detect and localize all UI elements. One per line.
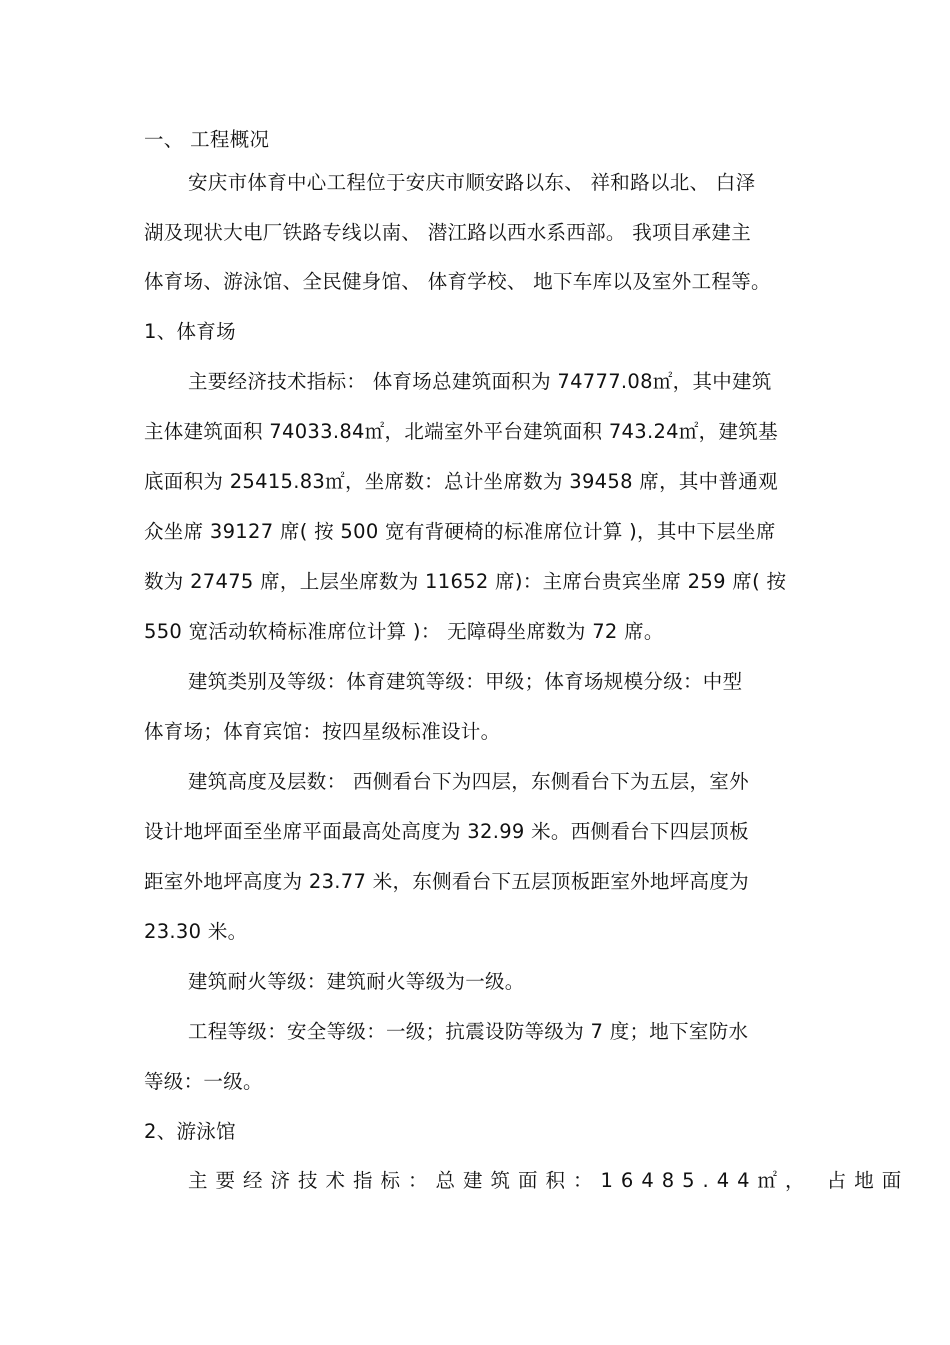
paragraph-line: 工程等级：安全等级：一级；抗震设防等级为 7 度；地下室防水	[188, 1020, 749, 1043]
paragraph-line: 建筑高度及层数： 西侧看台下为四层，东侧看台下为五层，室外	[188, 770, 749, 793]
paragraph-line: 建筑类别及等级：体育建筑等级：甲级；体育场规模分级：中型	[188, 670, 743, 693]
paragraph-line: 等级：一级。	[144, 1070, 263, 1093]
subsection-heading: 2、游泳馆	[144, 1120, 236, 1143]
section-heading: 一、 工程概况	[144, 128, 270, 151]
paragraph-line: 主要经济技术指标： 体育场总建筑面积为 74777.08㎡，其中建筑	[188, 370, 772, 393]
paragraph-line: 数为 27475 席，上层坐席数为 11652 席)：主席台贵宾坐席 259 席( 按	[144, 570, 787, 593]
paragraph-line: 湖及现状大电厂铁路专线以南、 潜江路以西水系西部。 我项目承建主	[144, 221, 751, 244]
paragraph-line: 主要经济技术指标：总建筑面积：16485.44㎡， 占地面	[188, 1169, 910, 1192]
paragraph-line: 23.30 米。	[144, 920, 248, 943]
paragraph-line: 550 宽活动软椅标准席位计算 )： 无障碍坐席数为 72 席。	[144, 620, 664, 643]
paragraph-line: 建筑耐火等级：建筑耐火等级为一级。	[188, 970, 525, 993]
paragraph-line: 众坐席 39127 席( 按 500 宽有背硬椅的标准席位计算 )，其中下层坐席	[144, 520, 776, 543]
paragraph-line: 底面积为 25415.83㎡，坐席数：总计坐席数为 39458 席，其中普通观	[144, 470, 778, 493]
paragraph-line: 距室外地坪高度为 23.77 米，东侧看台下五层顶板距室外地坪高度为	[144, 870, 749, 893]
paragraph-line: 安庆市体育中心工程位于安庆市顺安路以东、 祥和路以北、 白泽	[188, 171, 756, 194]
subsection-heading: 1、体育场	[144, 320, 236, 343]
paragraph-line: 体育场、游泳馆、全民健身馆、 体育学校、 地下车库以及室外工程等。	[144, 270, 771, 293]
paragraph-line: 主体建筑面积 74033.84㎡，北端室外平台建筑面积 743.24㎡，建筑基	[144, 420, 778, 443]
paragraph-line: 设计地坪面至坐席平面最高处高度为 32.99 米。西侧看台下四层顶板	[144, 820, 749, 843]
paragraph-line: 体育场；体育宾馆：按四星级标准设计。	[144, 720, 501, 743]
